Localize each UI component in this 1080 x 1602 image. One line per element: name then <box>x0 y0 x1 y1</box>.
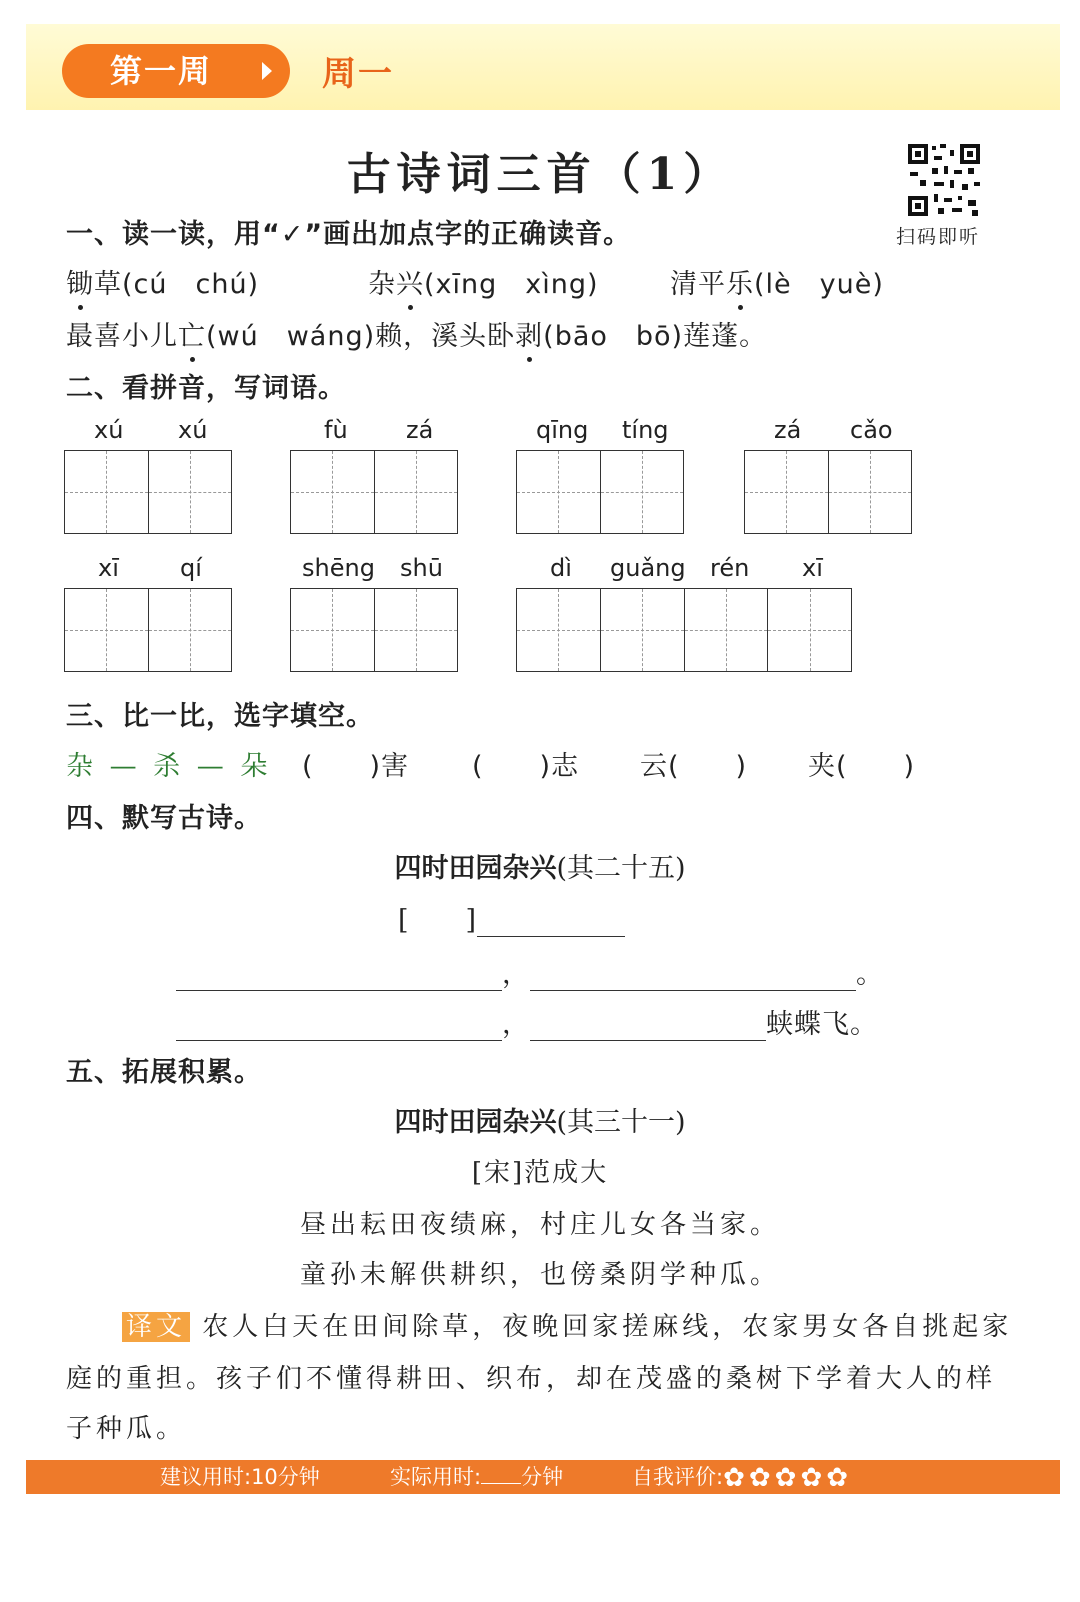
fill-blank-2[interactable]: ( )志 <box>472 751 580 782</box>
day-label: 周一 <box>322 54 394 94</box>
star-icon[interactable]: ✿ <box>723 1463 745 1493</box>
star-icon[interactable]: ✿ <box>748 1463 771 1493</box>
section-4-heading: 四、默写古诗。 <box>66 803 262 834</box>
pinyin: shū <box>400 554 443 582</box>
actual-time: 实际用时: 分钟 <box>390 1465 564 1489</box>
poem-2-line-2: 童孙未解供耕织，也傍桑阴学种瓜。 <box>299 1260 780 1290</box>
poem-line-2: ， 蛱蝶飞。 <box>176 1002 878 1041</box>
qr-code-icon[interactable] <box>906 142 982 218</box>
writing-grid[interactable] <box>290 450 458 534</box>
footer-bar <box>26 1460 1060 1494</box>
s1-item-3: 清平乐(lè yuè) <box>670 269 884 300</box>
pinyin: zá <box>774 416 802 444</box>
translation-line-2: 庭的重担。孩子们不懂得耕田、织布，却在茂盛的桑树下学着大人的样 <box>66 1364 997 1394</box>
writing-grid[interactable] <box>64 588 232 672</box>
answer-blank[interactable] <box>530 1012 766 1041</box>
section-2-heading: 二、看拼音，写词语。 <box>66 373 346 404</box>
pinyin: qīng <box>536 416 589 444</box>
pinyin: xú <box>178 416 208 444</box>
answer-blank[interactable] <box>176 1012 502 1041</box>
poem-line-1: ， 。 <box>176 952 884 991</box>
section-1-heading: 一、读一读，用“✓”画出加点字的正确读音。 <box>66 219 632 250</box>
pinyin: rén <box>710 554 750 582</box>
answer-blank[interactable] <box>530 962 856 991</box>
poem-2-title: 四时田园杂兴(其三十一) <box>394 1107 686 1138</box>
pinyin: zá <box>406 416 434 444</box>
fill-blank-1[interactable]: ( )害 <box>302 751 410 782</box>
s1-item-1: 锄草(cú chú) <box>66 269 260 300</box>
page-title: 古诗词三首（1） <box>346 149 734 200</box>
writing-grid[interactable] <box>290 588 458 672</box>
pinyin: tíng <box>622 416 669 444</box>
writing-grid[interactable] <box>516 588 852 672</box>
poem-2-line-1: 昼出耘田夜绩麻，村庄儿女各当家。 <box>299 1210 780 1240</box>
suggested-time: 建议用时:10分钟 <box>160 1465 320 1489</box>
star-icon[interactable]: ✿ <box>800 1463 823 1493</box>
pinyin: xī <box>98 554 119 582</box>
section-3-heading: 三、比一比，选字填空。 <box>66 701 374 732</box>
pinyin: dì <box>550 554 572 582</box>
section-5-heading: 五、拓展积累。 <box>66 1057 262 1088</box>
author-blank[interactable] <box>477 908 625 937</box>
fill-blank-4[interactable]: 夹( ) <box>808 751 916 782</box>
poem-2-author: [宋]范成大 <box>471 1158 609 1188</box>
pinyin: shēng <box>302 554 375 582</box>
star-icon[interactable]: ✿ <box>774 1463 797 1493</box>
compare-chars: 杂 — 杀 — 朵 <box>66 751 272 782</box>
pinyin: cǎo <box>850 416 893 444</box>
dynasty-bracket: [ ] <box>398 898 625 937</box>
pinyin: guǎng <box>610 554 686 582</box>
answer-blank[interactable] <box>176 962 502 991</box>
pinyin: qí <box>180 554 202 582</box>
writing-grid[interactable] <box>64 450 232 534</box>
arrow-icon <box>262 62 272 80</box>
pinyin: fù <box>324 416 348 444</box>
translation-line-1: 译文 农人白天在田间除草，夜晚回家搓麻线，农家男女各自挑起家 <box>122 1306 1012 1343</box>
pinyin: xī <box>802 554 823 582</box>
poem-title: 四时田园杂兴(其二十五) <box>394 853 686 884</box>
s1-item-2: 杂兴(xīng xìng) <box>368 269 599 300</box>
qr-label: 扫码即听 <box>896 226 981 248</box>
translation-line-3: 子种瓜。 <box>66 1414 187 1444</box>
translation-badge: 译文 <box>122 1312 190 1342</box>
writing-grid[interactable] <box>516 450 684 534</box>
self-evaluation: 自我评价:✿ ✿ ✿ ✿ ✿ <box>632 1460 852 1495</box>
week-badge: 第一周 <box>62 44 290 98</box>
writing-grid[interactable] <box>744 450 912 534</box>
pinyin: xú <box>94 416 124 444</box>
fill-blank-3[interactable]: 云( ) <box>640 751 748 782</box>
s1-item-4: 最喜小儿亡(wú wáng)赖，溪头卧剥(bāo bō)莲蓬。 <box>66 321 768 352</box>
star-icon[interactable]: ✿ <box>826 1463 849 1493</box>
